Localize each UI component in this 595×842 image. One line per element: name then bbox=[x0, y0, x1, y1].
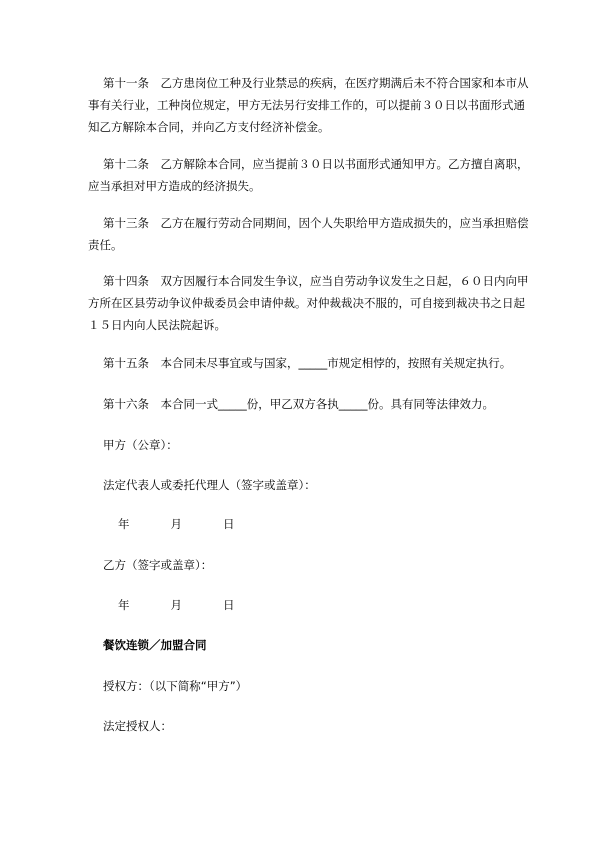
date-day: 日 bbox=[223, 517, 235, 531]
date-year: 年 bbox=[118, 517, 130, 531]
date-month: 月 bbox=[170, 517, 182, 531]
article-14: 第十四条 双方因履行本合同发生争议，应当自劳动争议发生之日起，６０日内向甲方所在区县劳动争议仲裁委员会申请仲裁。对仲裁裁决不服的，可自接到裁决书之日起１５日内向人民法院起诉。 bbox=[88, 274, 529, 332]
article-16: 第十六条 本合同一式_____份，甲乙双方各执_____份。具有同等法律效力。 bbox=[103, 397, 494, 411]
party-b-date-line bbox=[88, 594, 533, 616]
article-13: 第十三条 乙方在履行劳动合同期间，因个人失职给甲方造成损失的，应当承担赔偿责任。 bbox=[88, 216, 529, 252]
party-b-signature-label: 乙方（签字或盖章）： bbox=[103, 558, 213, 572]
party-a-seal-label: 甲方（公章）： bbox=[103, 438, 178, 452]
party-a-representative-label: 法定代表人或委托代理人（签字或盖章）： bbox=[103, 478, 316, 492]
article-15: 第十五条 本合同未尽事宜或与国家，_____市规定相悖的，按照有关规定执行。 bbox=[103, 356, 512, 370]
date-year: 年 bbox=[118, 598, 130, 612]
date-day: 日 bbox=[223, 598, 235, 612]
next-contract-title: 餐饮连锁／加盟合同 bbox=[103, 638, 207, 652]
legal-grantor-label: 法定授权人： bbox=[103, 719, 172, 733]
party-a-date-line bbox=[88, 513, 533, 535]
article-12: 第十二条 乙方解除本合同，应当提前３０日以书面形式通知甲方。乙方擅自离职，应当承担对甲方造成的经济损失。 bbox=[88, 157, 529, 193]
grantor-label: 授权方：（以下简称“甲方”） bbox=[103, 679, 248, 693]
article-11: 第十一条 乙方患岗位工种及行业禁忌的疾病，在医疗期满后未不符合国家和本市从事有关行业，工种岗位规定，甲方无法另行安排工作的，可以提前３０日以书面形式通知乙方解除本合同，并向乙方支付经济补偿金。 bbox=[88, 76, 529, 134]
date-month: 月 bbox=[170, 598, 182, 612]
